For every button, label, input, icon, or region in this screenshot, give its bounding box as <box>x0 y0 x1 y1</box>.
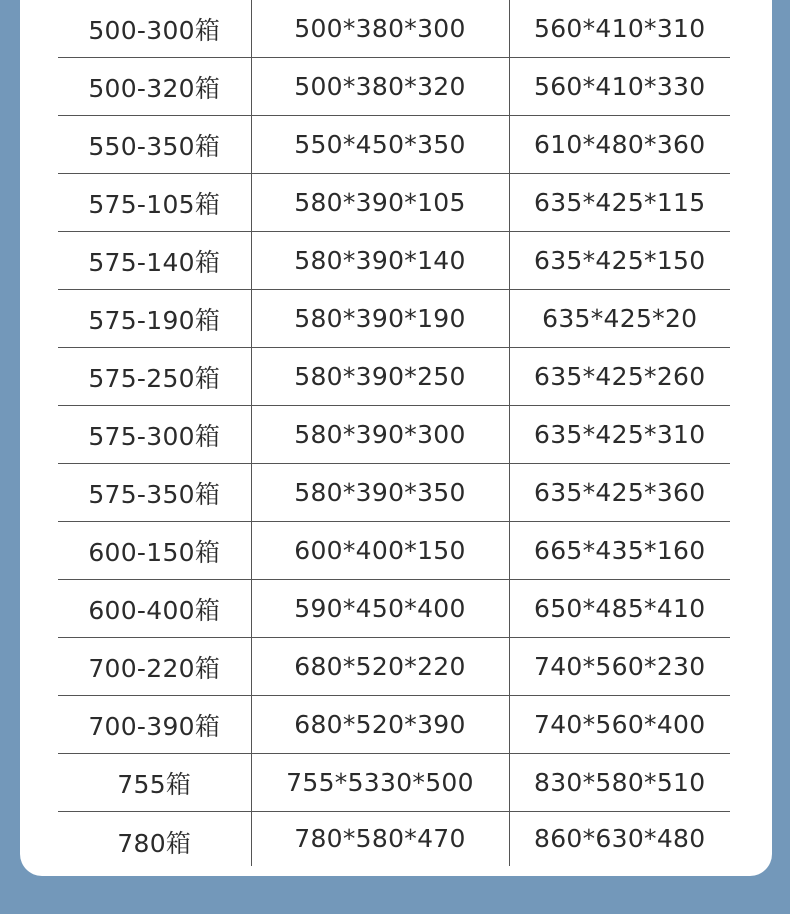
table-row <box>58 812 730 867</box>
model-cell: 700-220箱 <box>58 638 251 696</box>
outer-size-cell: 610*480*360 <box>509 116 730 174</box>
model-cell: 575-190箱 <box>58 290 251 348</box>
model-cell: 575-140箱 <box>58 232 251 290</box>
table-row <box>58 232 730 290</box>
inner-size-cell: 580*390*190 <box>251 290 509 348</box>
size-spec-table <box>58 0 730 866</box>
inner-size-cell: 580*390*350 <box>251 464 509 522</box>
model-cell: 755箱 <box>58 754 251 812</box>
outer-size-cell: 635*425*310 <box>509 406 730 464</box>
inner-size-cell: 550*450*350 <box>251 116 509 174</box>
model-cell: 575-350箱 <box>58 464 251 522</box>
model-cell: 780箱 <box>58 812 251 867</box>
inner-size-cell: 755*5330*500 <box>251 754 509 812</box>
outer-size-cell: 830*580*510 <box>509 754 730 812</box>
table-row <box>58 464 730 522</box>
outer-size-cell: 635*425*115 <box>509 174 730 232</box>
inner-size-cell: 680*520*220 <box>251 638 509 696</box>
outer-size-cell: 635*425*150 <box>509 232 730 290</box>
inner-size-cell: 500*380*300 <box>251 0 509 58</box>
table-row <box>58 638 730 696</box>
inner-size-cell: 500*380*320 <box>251 58 509 116</box>
outer-size-cell: 860*630*480 <box>534 824 706 853</box>
inner-size-cell: 580*390*105 <box>251 174 509 232</box>
model-cell: 500-300箱 <box>58 0 251 58</box>
inner-size-cell: 580*390*250 <box>251 348 509 406</box>
table-row <box>58 58 730 116</box>
outer-size-cell: 740*560*230 <box>509 638 730 696</box>
outer-size-cell: 635*425*360 <box>509 464 730 522</box>
outer-size-cell: 560*410*310 <box>509 0 730 58</box>
table-row <box>58 406 730 464</box>
model-cell: 550-350箱 <box>58 116 251 174</box>
model-cell: 600-400箱 <box>58 580 251 638</box>
outer-size-cell: 665*435*160 <box>509 522 730 580</box>
outer-size-cell: 635*425*20 <box>509 290 730 348</box>
table-row <box>58 290 730 348</box>
table-row <box>58 0 730 58</box>
model-cell: 600-150箱 <box>58 522 251 580</box>
model-cell: 575-250箱 <box>58 348 251 406</box>
table-row <box>58 348 730 406</box>
outer-size-cell: 740*560*400 <box>509 696 730 754</box>
inner-size-cell: 590*450*400 <box>251 580 509 638</box>
outer-size-cell: 635*425*260 <box>509 348 730 406</box>
inner-size-cell: 680*520*390 <box>251 696 509 754</box>
model-cell: 500-320箱 <box>58 58 251 116</box>
model-cell: 575-300箱 <box>58 406 251 464</box>
inner-size-cell: 580*390*300 <box>251 406 509 464</box>
outer-size-cell: 560*410*330 <box>509 58 730 116</box>
table-row <box>58 522 730 580</box>
table-row <box>58 580 730 638</box>
outer-size-cell: 650*485*410 <box>509 580 730 638</box>
table-row <box>58 174 730 232</box>
model-cell: 575-105箱 <box>58 174 251 232</box>
table-row <box>58 116 730 174</box>
table-row <box>58 696 730 754</box>
table-row <box>58 754 730 812</box>
inner-size-cell: 580*390*140 <box>251 232 509 290</box>
model-cell: 700-390箱 <box>58 696 251 754</box>
inner-size-cell: 600*400*150 <box>251 522 509 580</box>
inner-size-cell: 780*580*470 <box>251 812 509 867</box>
